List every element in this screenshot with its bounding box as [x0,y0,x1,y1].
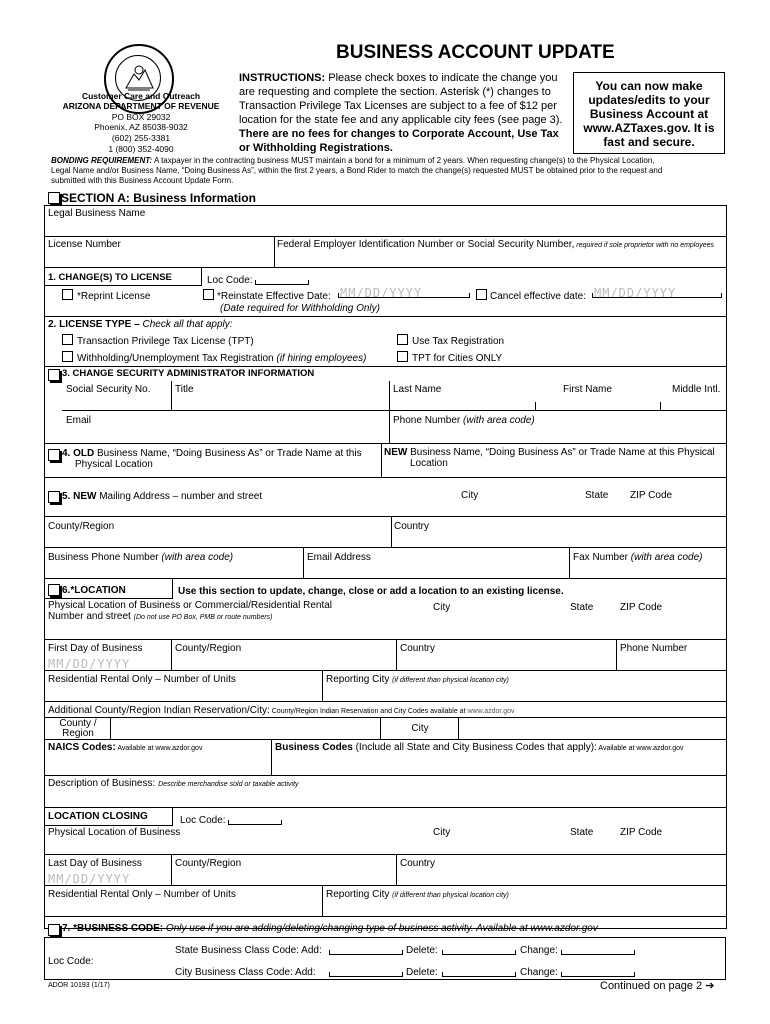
s5-country-label: Country [394,521,430,532]
instructions-line-3: Transaction Privilege Tax Licenses are subject to a fee of $12 per [239,100,557,112]
closing-last-day-field[interactable]: MM/DD/YYYY [48,872,131,886]
bonding-line-2: Legal Name and/or Business Name, “Doing Business As”, within the first 2 years, a Bond Rider to match the change(s) requested MUST be obtained prior to the request and [51,166,663,175]
s3-title: 3. CHANGE SECURITY ADMINISTRATOR INFORMATION [62,368,315,379]
s7-checkbox[interactable] [48,924,60,936]
license-number-label: License Number [48,239,121,250]
s5-email-label: Email Address [307,552,371,563]
closing-city-label: City [433,827,451,838]
s6-phone-field[interactable] [618,655,724,669]
s6-first-day-label: First Day of Business [48,643,143,654]
reinstate-label: *Reinstate Effective Date: [217,291,331,302]
s3-checkbox[interactable] [48,369,60,381]
bonding-line-3: submitted with this Business Account Update Form. [51,176,234,185]
s5-fax-field[interactable] [571,564,724,577]
continued-note: Continued on page 2 ➔ [600,980,715,992]
s6-rental-label: Residential Rental Only – Number of Units [48,674,236,685]
closing-country-field[interactable] [398,870,724,884]
section-a-title: SECTION A: Business Information [61,191,256,205]
state-code-delete-label: Delete: [406,945,438,956]
use-tax-label: Use Tax Registration [412,336,505,347]
city-code-change-label: Change: [520,967,558,978]
first-name-label: First Name [563,384,612,395]
city-code-add-field[interactable] [329,972,403,977]
reprint-license-label: *Reprint License [77,291,151,302]
s5-state-label: State [585,490,609,501]
s6-phone-label: Phone Number [620,643,688,654]
closing-country-label: Country [400,858,436,869]
bonding-line-1: BONDING REQUIREMENT: A taxpayer in the contracting business MUST maintain a bond for a minimum of 2 years. When requesting change(s) to the Physical Location, [51,156,655,165]
s5-business-phone-label: Business Phone Number (with area code) [48,552,234,563]
s6-country-label: Country [400,643,436,654]
s5-fax-label: Fax Number (with area code) [573,552,703,563]
closing-physical-label: Physical Location of Business [48,827,181,838]
agency-line-6: 1 (800) 352-4090 [108,144,174,154]
use-tax-checkbox[interactable] [397,334,408,345]
s5-email-field[interactable] [305,564,568,577]
cancel-checkbox[interactable] [476,289,487,300]
legal-business-name-label: Legal Business Name [48,208,146,219]
s6-description-field[interactable] [45,791,724,806]
s6-physical-field[interactable] [45,624,724,638]
s6-reporting-city-field[interactable] [324,686,724,700]
state-code-change-label: Change: [520,945,558,956]
s6-additional-label: Additional County/Region Indian Reservation/City: County/Region Indian Reservation and City Codes available at www.azdor.gov [48,705,515,716]
closing-last-day-label: Last Day of Business [48,858,142,869]
s3-email-field[interactable] [62,427,388,441]
closing-physical-field[interactable] [45,840,724,853]
s6-naics-label: NAICS Codes: Available at www.azdor.gov [48,742,203,753]
s5-county-label: County/Region [48,521,115,532]
s6-county-field[interactable] [173,655,395,669]
instructions-line-2: are requesting and complete the section. Asterisk (*) changes to [239,86,551,98]
s6-first-day-field[interactable]: MM/DD/YYYY [48,657,131,671]
state-code-label: State Business Class Code: Add: [175,945,322,956]
s4-new-label: NEW Business Name, “Doing Business As” or Trade Name at this Physical [384,447,715,458]
reinstate-checkbox[interactable] [203,289,214,300]
s6-business-codes-label: Business Codes (Include all State and City Business Codes that apply): Available at www.azdor.gov [275,742,684,753]
instructions-line-4: location for the state fee and any applicable city fees (see page 3). [239,114,563,126]
tpt-cities-checkbox[interactable] [397,351,408,362]
closing-state-label: State [570,827,594,838]
s1-loc-code-label: Loc Code: [207,275,253,286]
city-code-delete-field[interactable] [442,972,516,977]
s6-checkbox[interactable] [48,584,60,596]
s6-county-region-label-1: County / [59,718,97,729]
tpt-checkbox[interactable] [62,334,73,345]
s7-loc-code-label: Loc Code: [48,956,94,967]
s3-email-label: Email [66,415,92,426]
s5-address-field[interactable] [45,503,724,515]
reinstate-note: (Date required for Withholding Only) [220,303,380,314]
agency-line-5: (602) 255-3381 [111,133,171,143]
s6-reporting-city-label: Reporting City (if different than physical location city) [326,674,509,685]
city-code-delete-label: Delete: [406,967,438,978]
s5-title: 5. NEW Mailing Address – number and street [62,491,263,502]
s6-title: 6.*LOCATION [62,585,126,596]
form-title: BUSINESS ACCOUNT UPDATE [336,42,615,63]
s5-zip-label: ZIP Code [630,490,673,501]
cancel-label: Cancel effective date: [490,291,586,302]
closing-county-label: County/Region [175,858,242,869]
last-name-label: Last Name [393,384,442,395]
s4-checkbox[interactable] [48,449,60,461]
closing-title: LOCATION CLOSING [48,811,148,822]
tpt-cities-label: TPT for Cities ONLY [412,353,503,364]
fein-field[interactable] [276,251,724,266]
agency-line-2: ARIZONA DEPARTMENT OF REVENUE [62,101,220,111]
ssn-field[interactable] [62,396,170,409]
closing-rental-label: Residential Rental Only – Number of Units [48,889,236,900]
s6-county-label: County/Region [175,643,242,654]
s4-old-name-field[interactable] [45,470,380,477]
fein-label: Federal Employer Identification Number or Social Security Number, required if sole proprietor with no employees [277,239,715,250]
s4-old-label: 4. OLD Business Name, “Doing Business As” or Trade Name at this [62,448,362,459]
tpt-label: Transaction Privilege Tax License (TPT) [77,336,254,347]
closing-reporting-city-label: Reporting City (if different than physical location city) [326,889,509,900]
agency-line-3: PO BOX 29032 [111,112,171,122]
s6-additional-county-field[interactable] [112,719,378,737]
s5-county-field[interactable] [45,533,390,546]
s7-title: 7. *BUSINESS CODE: Only use if you are adding/deleting/changing type of business activity. Available at www.azdor.gov [62,923,598,934]
s6-physical-label: Physical Location of Business or Commercial/Residential Rental [48,600,333,611]
s6-additional-city-field[interactable] [460,719,724,737]
s6-naics-field[interactable] [45,755,270,774]
s4-old-label-2: Physical Location [75,459,153,470]
s1-loc-code-field[interactable] [255,280,309,285]
s4-new-label-2: Location [410,458,448,469]
closing-loc-code-label: Loc Code: [180,815,226,826]
s5-city-label: City [461,490,479,501]
license-number-field[interactable] [45,251,273,266]
s5-business-phone-field[interactable] [45,564,302,577]
reprint-license-checkbox[interactable] [62,289,73,300]
closing-zip-label: ZIP Code [620,827,663,838]
s6-city-label: City [433,602,451,613]
cancel-date-field[interactable]: MM/DD/YYYY [594,286,677,300]
instructions-line-6: or Withholding Registrations. [239,142,393,154]
instructions-line-5: There are no fees for changes to Corporate Account, Use Tax [239,128,559,140]
s6-physical-label-2: Number and street (Do not use PO Box, PMB or route numbers) [48,611,273,622]
state-code-delete-field[interactable] [442,950,516,955]
title-label: Title [175,384,194,395]
s6-business-codes-field[interactable] [273,755,724,774]
s2-title: 2. LICENSE TYPE – Check all that apply: [48,319,233,330]
s1-title: 1. CHANGE(S) TO LICENSE [48,272,172,283]
s3-phone-label: Phone Number (with area code) [393,415,535,426]
city-code-label: City Business Class Code: Add: [175,967,316,978]
s3-phone-field[interactable] [391,427,724,441]
closing-reporting-city-field[interactable] [324,901,724,915]
middle-initial-label: Middle Intl. [672,384,721,395]
withholding-label: Withholding/Unemployment Tax Registration (if hiring employees) [77,353,367,364]
section-a-checkbox[interactable] [48,192,60,204]
state-code-change-field[interactable] [561,950,635,955]
reinstate-date-field[interactable]: MM/DD/YYYY [340,286,423,300]
agency-line-1: Customer Care and Outreach [81,91,201,101]
closing-rental-field[interactable] [45,901,321,915]
s4-new-name-field[interactable] [383,470,724,477]
s6-description-label: Description of Business: Describe merchandise sold or taxable activity [48,778,299,789]
form-id: ADOR 10193 (1/17) [48,982,110,989]
instructions-line-1: INSTRUCTIONS: Please check boxes to indicate the change you [239,72,558,84]
agency-line-4: Phoenix, AZ 85038-9032 [94,122,188,132]
s6-state-label: State [570,602,594,613]
s6-county-region-label-2: Region [62,728,94,739]
ssn-label: Social Security No. [66,384,151,395]
s5-country-field[interactable] [393,533,724,546]
closing-loc-code-field[interactable] [228,820,282,825]
closing-county-field[interactable] [173,870,395,884]
s6-rental-field[interactable] [45,686,321,700]
s7-loc-code-field[interactable] [98,954,168,968]
withholding-checkbox[interactable] [62,351,73,362]
legal-business-name-field[interactable] [45,220,725,236]
s6-country-field[interactable] [398,655,615,669]
s6-city-box-label: City [411,723,429,734]
aztaxes-callout: You can now make updates/edits to your Business Account at www.AZTaxes.gov. It is fast and secure. [573,72,725,154]
name-field[interactable] [391,396,724,409]
title-field[interactable] [173,396,388,409]
state-code-add-field[interactable] [329,950,403,955]
s5-checkbox[interactable] [48,491,60,503]
s6-zip-label: ZIP Code [620,602,663,613]
city-code-change-field[interactable] [561,972,635,977]
s6-instruction: Use this section to update, change, close or add a location to an existing license. [178,586,564,597]
